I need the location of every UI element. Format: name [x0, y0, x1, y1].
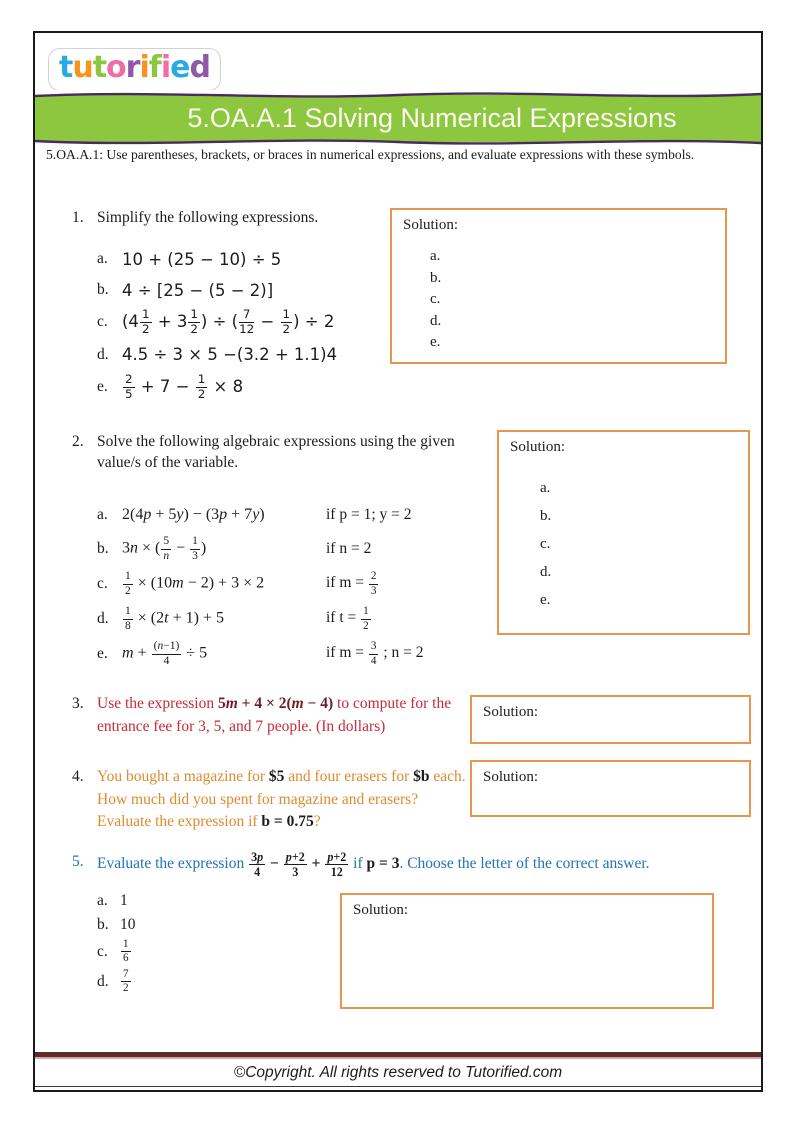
expression: $\frac{2}{5}$ + 7 − $\frac{1}{2}$ × 8: [122, 374, 412, 401]
expression-item: [97, 606, 492, 632]
logo-letter: i: [160, 50, 171, 85]
fraction: $\frac{3}{4}$: [370, 640, 377, 667]
fraction: $\frac{p+2}{12}$: [327, 850, 347, 880]
fraction: $\frac{1}{2}$: [190, 307, 198, 336]
expression-item: [97, 278, 412, 302]
question-4: [72, 766, 474, 834]
logo-letter: f: [148, 50, 161, 85]
expression: $\frac{1}{8}$ × (2t + 1) + 5: [122, 606, 326, 632]
item-label: e.: [97, 645, 108, 663]
solution-row: c.: [540, 536, 551, 552]
choice-item: [97, 939, 136, 964]
standard-description: 5.OA.A.1: Use parentheses, brackets, or braces in numerical expressions, and evaluate expressions with these symbols.: [46, 147, 695, 162]
solution-label: Solution:: [403, 217, 459, 233]
item-label: c.: [97, 575, 108, 593]
logo-letter: u: [72, 50, 93, 85]
solution-label: Solution:: [353, 902, 409, 918]
solution-row: a.: [430, 248, 441, 264]
fraction: $\frac{1}{8}$: [125, 605, 131, 632]
expression: 3n × ( $\frac{5}{n}$ − $\frac{1}{3}$ ): [122, 535, 207, 562]
expression-item: [97, 641, 492, 667]
question-3: [72, 693, 474, 738]
choice-label: b.: [97, 915, 109, 933]
title-banner: [35, 95, 761, 142]
fraction: $\frac{1}{3}$: [192, 535, 198, 562]
question-prompt: Solve the following algebraic expressions using the given value/s of the variable.: [97, 433, 455, 471]
fraction: $\frac{1}{2}$: [363, 605, 369, 632]
logo-letter: e: [170, 50, 190, 85]
logo-letter: r: [125, 50, 140, 85]
question-text: Use the expression 5m + 4 × 2(m − 4) to compute for the entrance fee for 3, 5, and 7 people. (In dollars): [97, 695, 452, 735]
solution-box-1: [390, 208, 727, 364]
question-2: [72, 431, 492, 676]
expression: 4 ÷ [25 − (5 − 2)]: [122, 280, 274, 300]
choice-item: [97, 969, 136, 994]
solution-row: d.: [430, 312, 442, 329]
fraction: $\frac{3p}{4}$: [251, 850, 264, 880]
choice-label: a.: [97, 891, 108, 909]
question-prompt: Simplify the following expressions.: [97, 209, 319, 226]
question-number: 3.: [72, 695, 84, 712]
solution-box-5: [340, 893, 714, 1009]
fraction: $\frac{1}{6}$: [123, 938, 129, 965]
answer-choices: [97, 891, 136, 1000]
expression: (4 $\frac{1}{2}$ + 3 $\frac{1}{2}$ ) ÷ ( $\frac{7}{12}$ − $\frac{1}{2}$ ) ÷ 2: [122, 307, 335, 336]
item-label: c.: [97, 313, 108, 331]
expression-item: [97, 343, 412, 367]
question-number: 2.: [72, 433, 84, 450]
choice-item: [97, 891, 136, 910]
fraction: $\frac{5}{n}$: [163, 535, 170, 562]
question-text: You bought a magazine for $5 and four erasers for $b each. How much did you spent for magazine and erasers? Evaluate the expression if b = 0.75?: [97, 768, 466, 830]
solution-label: Solution:: [510, 439, 566, 455]
condition: if p = 1; y = 2: [326, 506, 412, 523]
fraction: $\frac{1}{2}$: [141, 307, 150, 336]
item-label: b.: [97, 281, 109, 298]
copyright-text: ©Copyright. All rights reserved to Tutorified.com: [35, 1059, 761, 1087]
logo-letter: t: [92, 50, 107, 85]
solution-box-4: [470, 760, 751, 817]
solution-row: a.: [540, 480, 551, 496]
choice-value: [120, 939, 136, 964]
logo-letter: o: [106, 50, 126, 85]
logo-letter: t: [59, 50, 73, 85]
page-footer: [35, 1052, 761, 1089]
item-label: d.: [97, 610, 109, 628]
fraction: $\frac{p+2}{3}$: [285, 850, 305, 880]
choice-value: [120, 969, 136, 994]
solution-row: c.: [430, 291, 441, 307]
choice-value: 1: [120, 891, 128, 909]
condition: if m = $\frac{2}{3}$: [326, 571, 492, 596]
item-label: a.: [97, 506, 108, 523]
choice-label: d.: [97, 972, 109, 990]
question-5: [72, 851, 772, 878]
fraction: $\frac{2}{3}$: [370, 570, 377, 597]
condition: if m = $\frac{3}{4}$ ; n = 2: [326, 640, 424, 667]
item-label: a.: [97, 250, 108, 267]
question-number: 1.: [72, 209, 84, 226]
expression-item: [97, 571, 492, 597]
expression-item: [97, 247, 412, 271]
page-border-frame: [33, 31, 763, 1092]
question-number: 4.: [72, 768, 84, 785]
choice-label: c.: [97, 942, 108, 960]
item-label: e.: [97, 378, 108, 396]
expression-item: [97, 536, 492, 562]
fraction: $\frac{7}{2}$: [123, 968, 129, 995]
fraction: $\frac{(n-1)}{4}$: [153, 640, 180, 667]
fraction: $\frac{1}{2}$: [197, 371, 206, 401]
expression-item: [97, 503, 492, 527]
solution-row: d.: [540, 564, 552, 580]
choice-item: [97, 915, 136, 934]
expression-item: [97, 371, 412, 401]
expression: 10 + (25 − 10) ÷ 5: [122, 249, 282, 269]
condition: if t = $\frac{1}{2}$: [326, 606, 492, 631]
solution-row: e.: [540, 592, 551, 608]
expression: 4.5 ÷ 3 × 5 −(3.2 + 1.1)4: [122, 345, 338, 365]
fraction: $\frac{1}{2}$: [125, 570, 131, 597]
solution-label: Solution:: [483, 704, 539, 720]
question-1: [72, 207, 412, 408]
fraction: $\frac{1}{2}$: [282, 307, 291, 336]
expression: m + $\frac{(n-1)}{4}$ ÷ 5: [122, 640, 208, 667]
page-title: 5.OA.A.1 Solving Numerical Expressions: [187, 103, 677, 133]
solution-row: b.: [430, 269, 442, 286]
solution-row: b.: [540, 508, 552, 524]
question-text: Evaluate the expression $\frac{3p}{4}$ − $\frac{p+2}{3}$ + $\frac{p+2}{12}$ if p = 3. Choose the letter of the correct answer.: [97, 850, 650, 880]
tutorified-logo: [48, 48, 221, 91]
item-label: b.: [97, 540, 109, 558]
expression-item: [97, 309, 412, 336]
solution-box-2: [497, 430, 750, 635]
solution-row: e.: [430, 334, 441, 350]
fraction: $\frac{7}{12}$: [239, 307, 255, 336]
solution-box-3: [470, 695, 751, 744]
item-label: d.: [97, 345, 109, 363]
question-number: 5.: [72, 853, 84, 870]
logo-letter: d: [189, 50, 210, 85]
solution-label: Solution:: [483, 769, 539, 785]
expression: $\frac{1}{2}$ × (10m − 2) + 3 × 2: [122, 571, 326, 597]
condition: if n = 2: [326, 540, 372, 558]
fraction: $\frac{2}{5}$: [125, 371, 133, 401]
logo-letter: i: [139, 50, 149, 85]
expression: 2(4p + 5y) − (3p + 7y): [122, 506, 265, 523]
choice-value: 10: [120, 915, 136, 933]
